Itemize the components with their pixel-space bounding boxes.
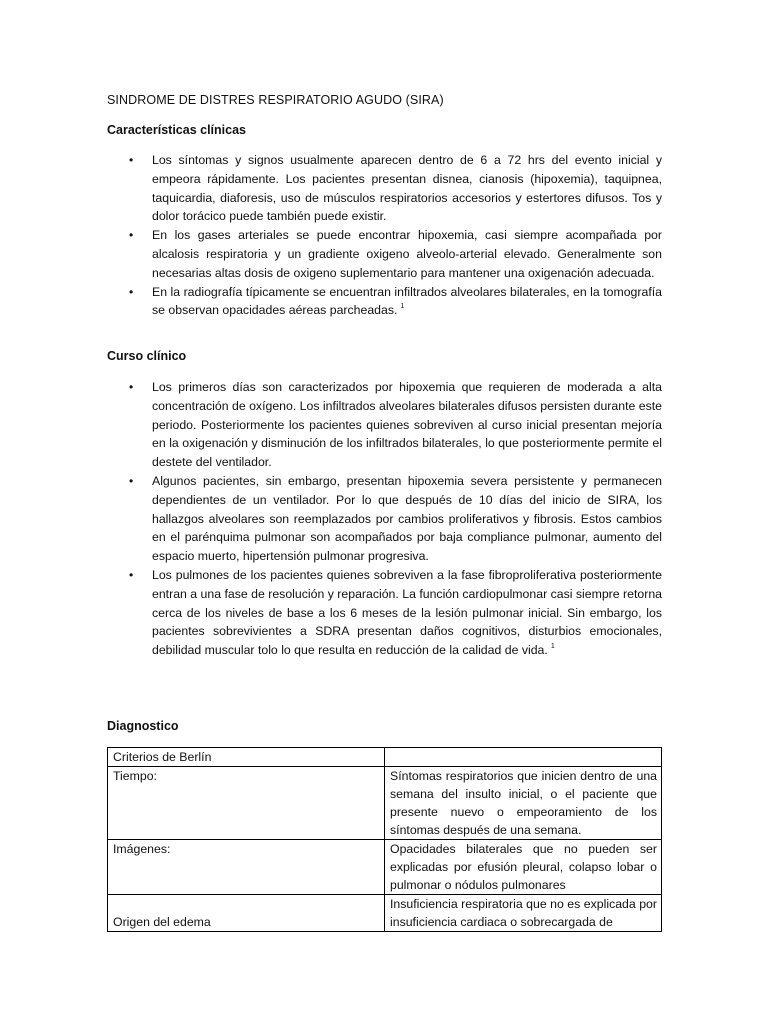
bullet-icon: • xyxy=(129,567,134,582)
section-heading-diagnosis: Diagnostico xyxy=(107,719,179,733)
table-cell-value-text: Insuficiencia respiratoria que no es explicada por insuficiencia cardiaca o sobrecargada de xyxy=(390,897,657,929)
bullet-icon: • xyxy=(129,228,134,243)
document-title: SINDROME DE DISTRES RESPIRATORIO AGUDO (SIRA) xyxy=(107,93,444,107)
list-item xyxy=(107,283,662,321)
table-cell-value: Opacidades bilaterales que no pueden ser explicadas por efusión pleural, colapso lobar o pulmonar o nódulos pulmonares xyxy=(385,840,662,895)
list-item-text: Algunos pacientes, sin embargo, presentan hipoxemia severa persistente y permanecen dependientes de un ventilador. Por lo que después de 10 días del inicio de SIRA, los hallazgos alveolares son reemplazados por cambios proliferativos y fibrosis. Estos cambios en el parénquima pulmonar son acompañados por baja compliance pulmonar, aumento del espacio muerto, hipertensión pulmonar progresiva. xyxy=(152,473,662,564)
section-heading-clinical: Características clínicas xyxy=(107,123,246,137)
table-row xyxy=(108,895,662,932)
list-item-text: En la radiografía típicamente se encuentran infiltrados alveolares bilaterales, en la tomografía se observan opacidades aéreas parcheadas. xyxy=(152,284,662,318)
table-cell-value xyxy=(385,895,662,932)
clinical-bullet-list xyxy=(107,151,662,320)
table-row xyxy=(108,840,662,895)
list-item xyxy=(107,566,662,660)
table-header-cell xyxy=(385,748,662,767)
list-item-text: Los síntomas y signos usualmente aparecen dentro de 6 a 72 hrs del evento inicial y empeora rápidamente. Los pacientes presentan disnea, cianosis (hipoxemia), taquipnea, taquicardia, diaforesis, uso de músculos respiratorios accesorios y estertores difusos. Tos y dolor torácico puede también puede existir. xyxy=(152,153,662,224)
table-cell-label: Imágenes: xyxy=(108,840,385,895)
table-row xyxy=(108,767,662,840)
bullet-icon: • xyxy=(129,473,134,488)
list-item-text: Los pulmones de los pacientes quienes sobreviven a la fase fibroproliferativa posteriormente entran a una fase de resolución y reparación. La función cardiopulmonar casi siempre retorna cerca de los niveles de base a los 6 meses de la lesión pulmonar inicial. Sin embargo, los pacientes sobrevivientes a SDRA presentan daños cognitivos, disturbios emocionales, debilidad muscular tolo lo que resulta en reducción de la calidad de vida. xyxy=(152,567,662,658)
footnote-reference: 1 xyxy=(550,643,555,651)
list-item-text: Los primeros días son caracterizados por hipoxemia que requieren de moderada a alta concentración de oxígeno. Los infiltrados alveolares bilaterales difusos persisten durante este periodo. Posteriormente los pacientes quienes sobreviven al curso inicial presentan mejoría en la oxigenación y disminución de los infiltrados bilaterales, lo que posteriormente permite el destete del ventilador. xyxy=(152,380,662,470)
table-cell-label: Tiempo: xyxy=(108,767,385,840)
table-cell-label: Origen del edema xyxy=(108,895,385,932)
list-item xyxy=(107,378,662,472)
list-item xyxy=(107,226,662,282)
section-heading-course: Curso clínico xyxy=(107,349,187,363)
table-header-row xyxy=(108,748,662,767)
bullet-icon: • xyxy=(129,284,134,299)
berlin-criteria-table xyxy=(107,747,662,932)
table-header-cell: Criterios de Berlín xyxy=(108,748,385,767)
list-item-text: En los gases arteriales se puede encontrar hipoxemia, casi siempre acompañada por alcalosis respiratoria y un gradiente oxigeno alveolo-arterial elevado. Generalmente son necesarias altas dosis de oxigeno suplementario para mantener una oxigenación adecuada. xyxy=(152,228,662,280)
bullet-icon: • xyxy=(129,153,134,167)
bullet-icon: • xyxy=(129,380,134,394)
footnote-reference: 1 xyxy=(400,303,405,311)
table-cell-value: Síntomas respiratorios que inicien dentro de una semana del insulto inicial, o el paciente que presente nuevo o empeoramiento de los síntomas después de una semana. xyxy=(385,767,662,840)
list-item xyxy=(107,472,662,566)
list-item xyxy=(107,151,662,226)
course-bullet-list xyxy=(107,378,662,660)
